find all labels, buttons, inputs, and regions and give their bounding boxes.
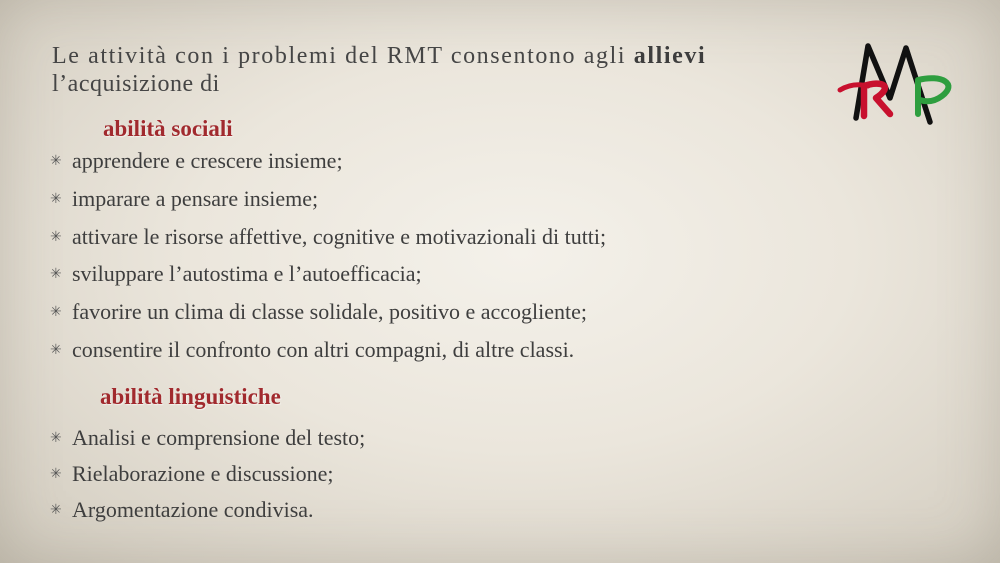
list-item: [50, 259, 606, 297]
linguistic-skills-list: [50, 423, 365, 531]
intro-text: [52, 42, 842, 98]
bullet-star-icon: ✳: [50, 190, 62, 207]
list-item: [50, 335, 606, 373]
list-item: [50, 297, 606, 335]
list-item-text: attivare le risorse affettive, cognitive e motivazionali di tutti;: [72, 223, 607, 249]
list-item: [50, 423, 365, 459]
list-item-text: sviluppare l’autostima e l’autoefficacia;: [72, 261, 422, 287]
bullet-star-icon: ✳: [50, 153, 62, 169]
list-item-text: Analisi e comprensione del testo;: [72, 425, 366, 450]
list-item-text: imparare a pensare insieme;: [72, 185, 319, 211]
list-item-text: Rielaborazione e discussione;: [72, 461, 334, 486]
social-skills-list: [50, 146, 606, 373]
bullet-star-icon: ✳: [50, 341, 62, 358]
bullet-star-icon: ✳: [50, 466, 62, 482]
bullet-star-icon: ✳: [50, 502, 62, 518]
list-item: [50, 495, 365, 531]
intro-line-1-prefix: Le attività con i problemi del RMT consentono agli: [52, 43, 627, 69]
list-item-text: Argomentazione condivisa.: [72, 497, 314, 522]
bullet-star-icon: ✳: [50, 228, 62, 245]
bullet-star-icon: ✳: [50, 304, 62, 321]
list-item: [50, 459, 365, 495]
rmt-logo-icon: [834, 40, 960, 128]
list-item-text: apprendere e crescere insieme;: [72, 148, 343, 173]
heading-linguistic-skills: abilità linguistiche: [100, 384, 281, 409]
intro-keyword-allievi: allievi: [633, 43, 707, 69]
heading-social-skills: abilità sociali: [103, 116, 233, 141]
list-item-text: favorire un clima di classe solidale, positivo e accogliente;: [72, 299, 587, 325]
intro-line-1: [52, 42, 842, 70]
list-item: [50, 184, 606, 222]
list-item: [50, 146, 606, 184]
list-item-text: consentire il confronto con altri compagni, di altre classi.: [72, 336, 575, 362]
bullet-star-icon: ✳: [50, 430, 62, 446]
list-item: [50, 222, 606, 260]
intro-line-2: l’acquisizione di: [52, 71, 220, 97]
bullet-star-icon: ✳: [50, 266, 62, 283]
